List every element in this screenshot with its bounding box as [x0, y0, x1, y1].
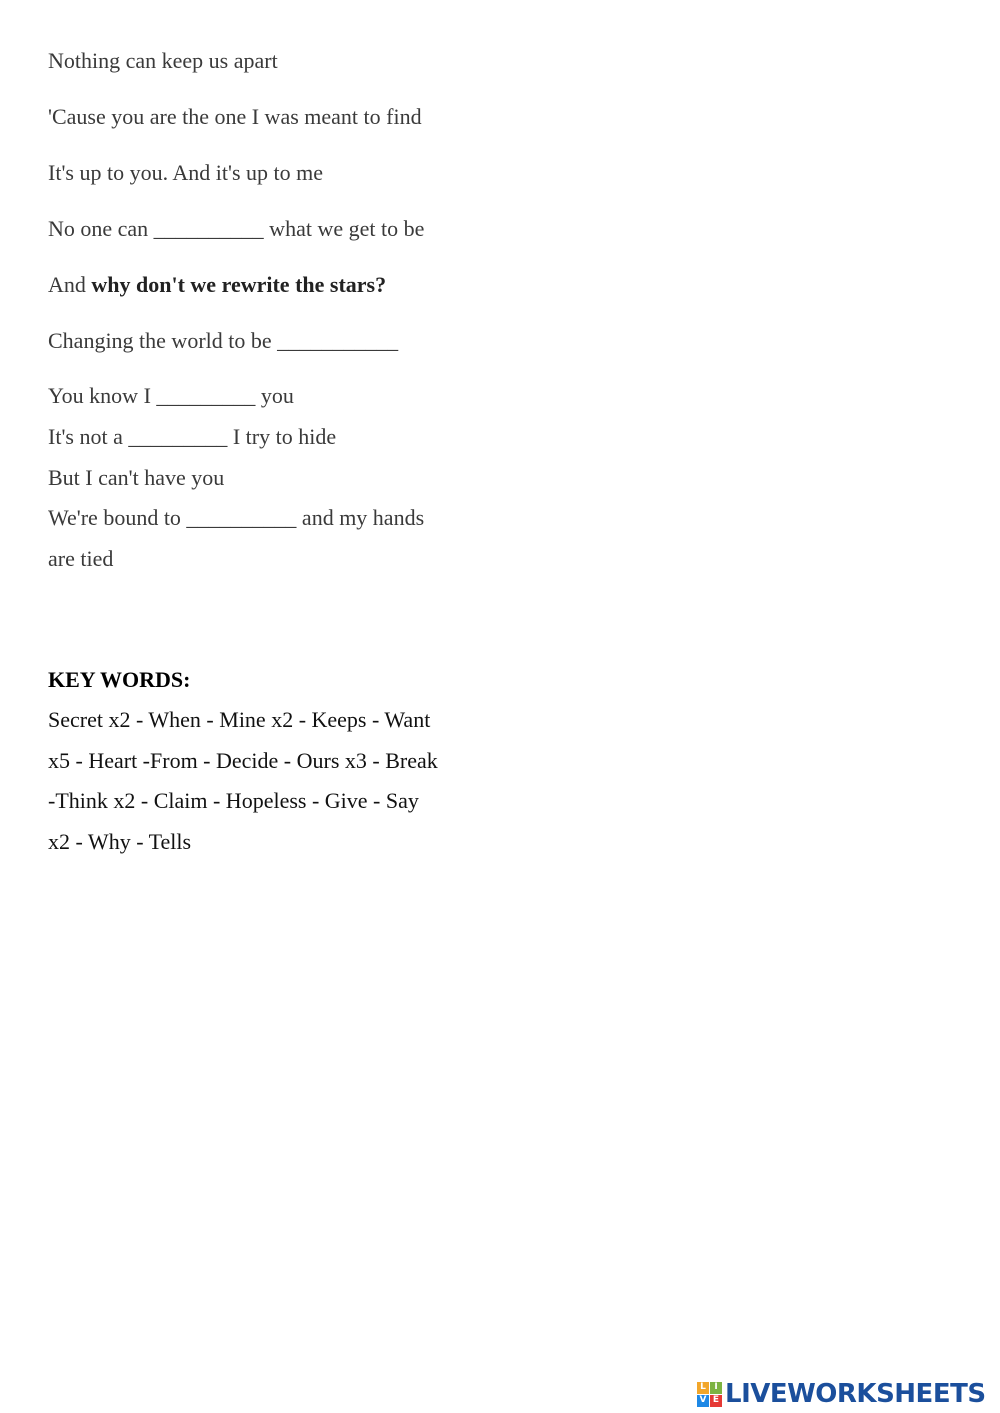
lyric-line-8-blank: It's not a _________ I try to hide	[48, 424, 337, 449]
lyric-line-9: But I can't have you	[48, 465, 225, 490]
logo-cell-i: I	[710, 1382, 722, 1394]
lyric-line-11: are tied	[48, 546, 114, 571]
key-words-row-4: x2 - Why - Tells	[48, 829, 192, 854]
liveworksheets-wordmark: LIVEWORKSHEETS	[725, 1379, 986, 1409]
lyric-line-1: Nothing can keep us apart	[48, 48, 278, 73]
lyric-line-10-blank: We're bound to __________ and my hands	[48, 505, 425, 530]
lyric-line-7-blank: You know I _________ you	[48, 383, 294, 408]
logo-cell-v: V	[697, 1395, 709, 1407]
liveworksheets-logo-icon	[697, 1382, 722, 1407]
key-words-row-3: -Think x2 - Claim - Hopeless - Give - Say	[48, 788, 419, 813]
lyric-line-5	[48, 272, 386, 298]
lyric-line-5-prefix: And	[48, 272, 92, 297]
key-words-row-2: x5 - Heart -From - Decide - Ours x3 - Break	[48, 748, 438, 773]
key-words-title: KEY WORDS:	[48, 667, 191, 692]
lyric-line-4-blank: No one can __________ what we get to be	[48, 216, 425, 241]
lyric-line-2: 'Cause you are the one I was meant to find	[48, 104, 422, 129]
logo-cell-e: E	[710, 1395, 722, 1407]
logo-cell-l: L	[697, 1382, 709, 1394]
lyric-line-6-blank: Changing the world to be ___________	[48, 328, 399, 353]
key-words-row-1: Secret x2 - When - Mine x2 - Keeps - Want	[48, 707, 431, 732]
liveworksheets-logo	[697, 1380, 986, 1408]
lyric-line-5-bold: why don't we rewrite the stars?	[91, 272, 387, 297]
lyric-line-3: It's up to you. And it's up to me	[48, 160, 323, 185]
